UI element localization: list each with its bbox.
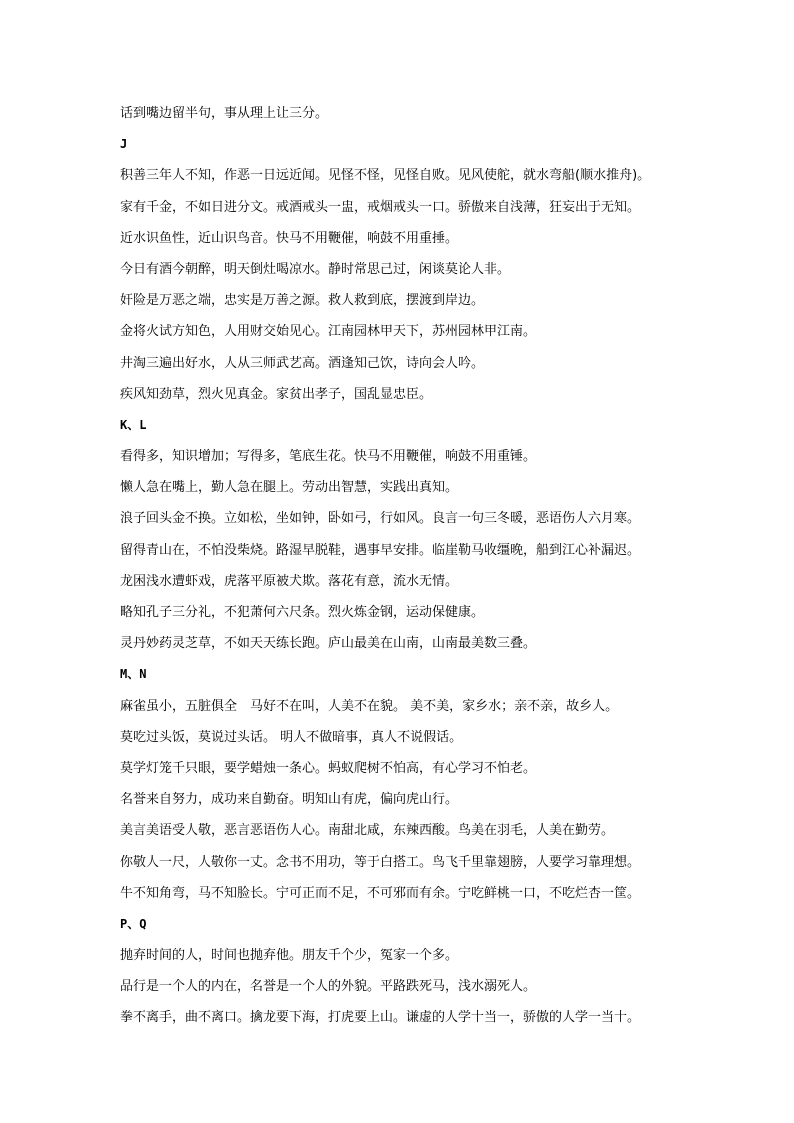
- proverb-line: 积善三年人不知，作恶一日远近闻。见怪不怪，见怪自败。见风使舵，就水弯船(顺水推舟)。: [120, 168, 651, 184]
- proverb-line: 名誉来自努力，成功来自勤奋。明知山有虎，偏向虎山行。: [120, 792, 459, 808]
- proverb-line: 懒人急在嘴上，勤人急在腿上。劳动出智慧，实践出真知。: [120, 480, 459, 496]
- proverb-line: 你敬人一尺，人敬你一丈。念书不用功，等于白搭工。鸟飞千里靠翅膀，人要学习靠理想。: [120, 854, 641, 870]
- proverb-line: 莫吃过头饭，莫说过头话。 明人不做暗事，真人不说假话。: [120, 729, 463, 745]
- proverb-line: 龙困浅水遭虾戏，虎落平原被犬欺。落花有意，流水无情。: [120, 573, 459, 589]
- document-body: [120, 98, 720, 1034]
- proverb-line: 井淘三遍出好水，人从三师武艺高。酒逢知己饮，诗向会人吟。: [120, 355, 485, 371]
- section-heading-p-q: P、Q: [120, 916, 147, 931]
- section-heading-j: J: [120, 137, 128, 152]
- proverb-line: 近水识鱼性，近山识鸟音。快马不用鞭催，响鼓不用重捶。: [120, 230, 459, 246]
- proverb-line: 牛不知角弯，马不知脸长。宁可正而不足，不可邪而有余。宁吃鲜桃一口，不吃烂杏一筐。: [120, 885, 641, 901]
- proverb-line: 美言美语受人敬，恶言恶语伤人心。南甜北咸，东辣西酸。鸟美在羽毛，人美在勤劳。: [120, 823, 615, 839]
- proverb-line: 抛弃时间的人，时间也抛弃他。朋友千个少，冤家一个多。: [120, 948, 459, 964]
- proverb-line: 品行是一个人的内在，名誉是一个人的外貌。平路跌死马，浅水溺死人。: [120, 979, 537, 995]
- proverb-line: 莫学灯笼千只眼，要学蜡烛一条心。蚂蚁爬树不怕高，有心学习不怕老。: [120, 760, 537, 776]
- proverb-line: 话到嘴边留半句，事从理上让三分。: [120, 106, 329, 121]
- proverb-line: 今日有酒今朝醉，明天倒灶喝凉水。静时常思己过，闲谈莫论人非。: [120, 261, 511, 277]
- proverb-line: 留得青山在，不怕没柴烧。路湿早脱鞋，遇事早安排。临崖勒马收缰晚，船到江心补漏迟。: [120, 542, 641, 558]
- proverb-line: 家有千金，不如日进分文。戒酒戒头一盅，戒烟戒头一口。骄傲来自浅薄，狂妄出于无知。: [120, 199, 641, 215]
- section-heading-k-l: K、L: [120, 417, 147, 432]
- proverb-line: 奸险是万恶之端，忠实是万善之源。救人救到底，摆渡到岸边。: [120, 293, 485, 309]
- proverb-line: 浪子回头金不换。立如松，坐如钟，卧如弓，行如风。良言一句三冬暖，恶语伤人六月寒。: [120, 511, 641, 527]
- proverb-line: 看得多，知识增加；写得多，笔底生花。快马不用鞭催，响鼓不用重锤。: [120, 449, 537, 465]
- proverb-line: 金将火试方知色，人用财交始见心。江南园林甲天下，苏州园林甲江南。: [120, 324, 537, 340]
- proverb-line: 拳不离手，曲不离口。擒龙要下海，打虎要上山。谦虚的人学十当一，骄傲的人学一当十。: [120, 1010, 641, 1026]
- section-heading-m-n: M、N: [120, 667, 147, 682]
- proverb-line: 疾风知劲草，烈火见真金。家贫出孝子，国乱显忠臣。: [120, 386, 433, 402]
- proverb-line: 灵丹妙药灵芝草，不如天天练长跑。庐山最美在山南，山南最美数三叠。: [120, 636, 537, 652]
- proverb-line: 麻雀虽小，五脏俱全 马好不在叫，人美不在貌。 美不美，家乡水；亲不亲，故乡人。: [120, 698, 619, 714]
- proverb-line: 略知孔子三分礼，不犯萧何六尺条。烈火炼金钢，运动保健康。: [120, 605, 485, 620]
